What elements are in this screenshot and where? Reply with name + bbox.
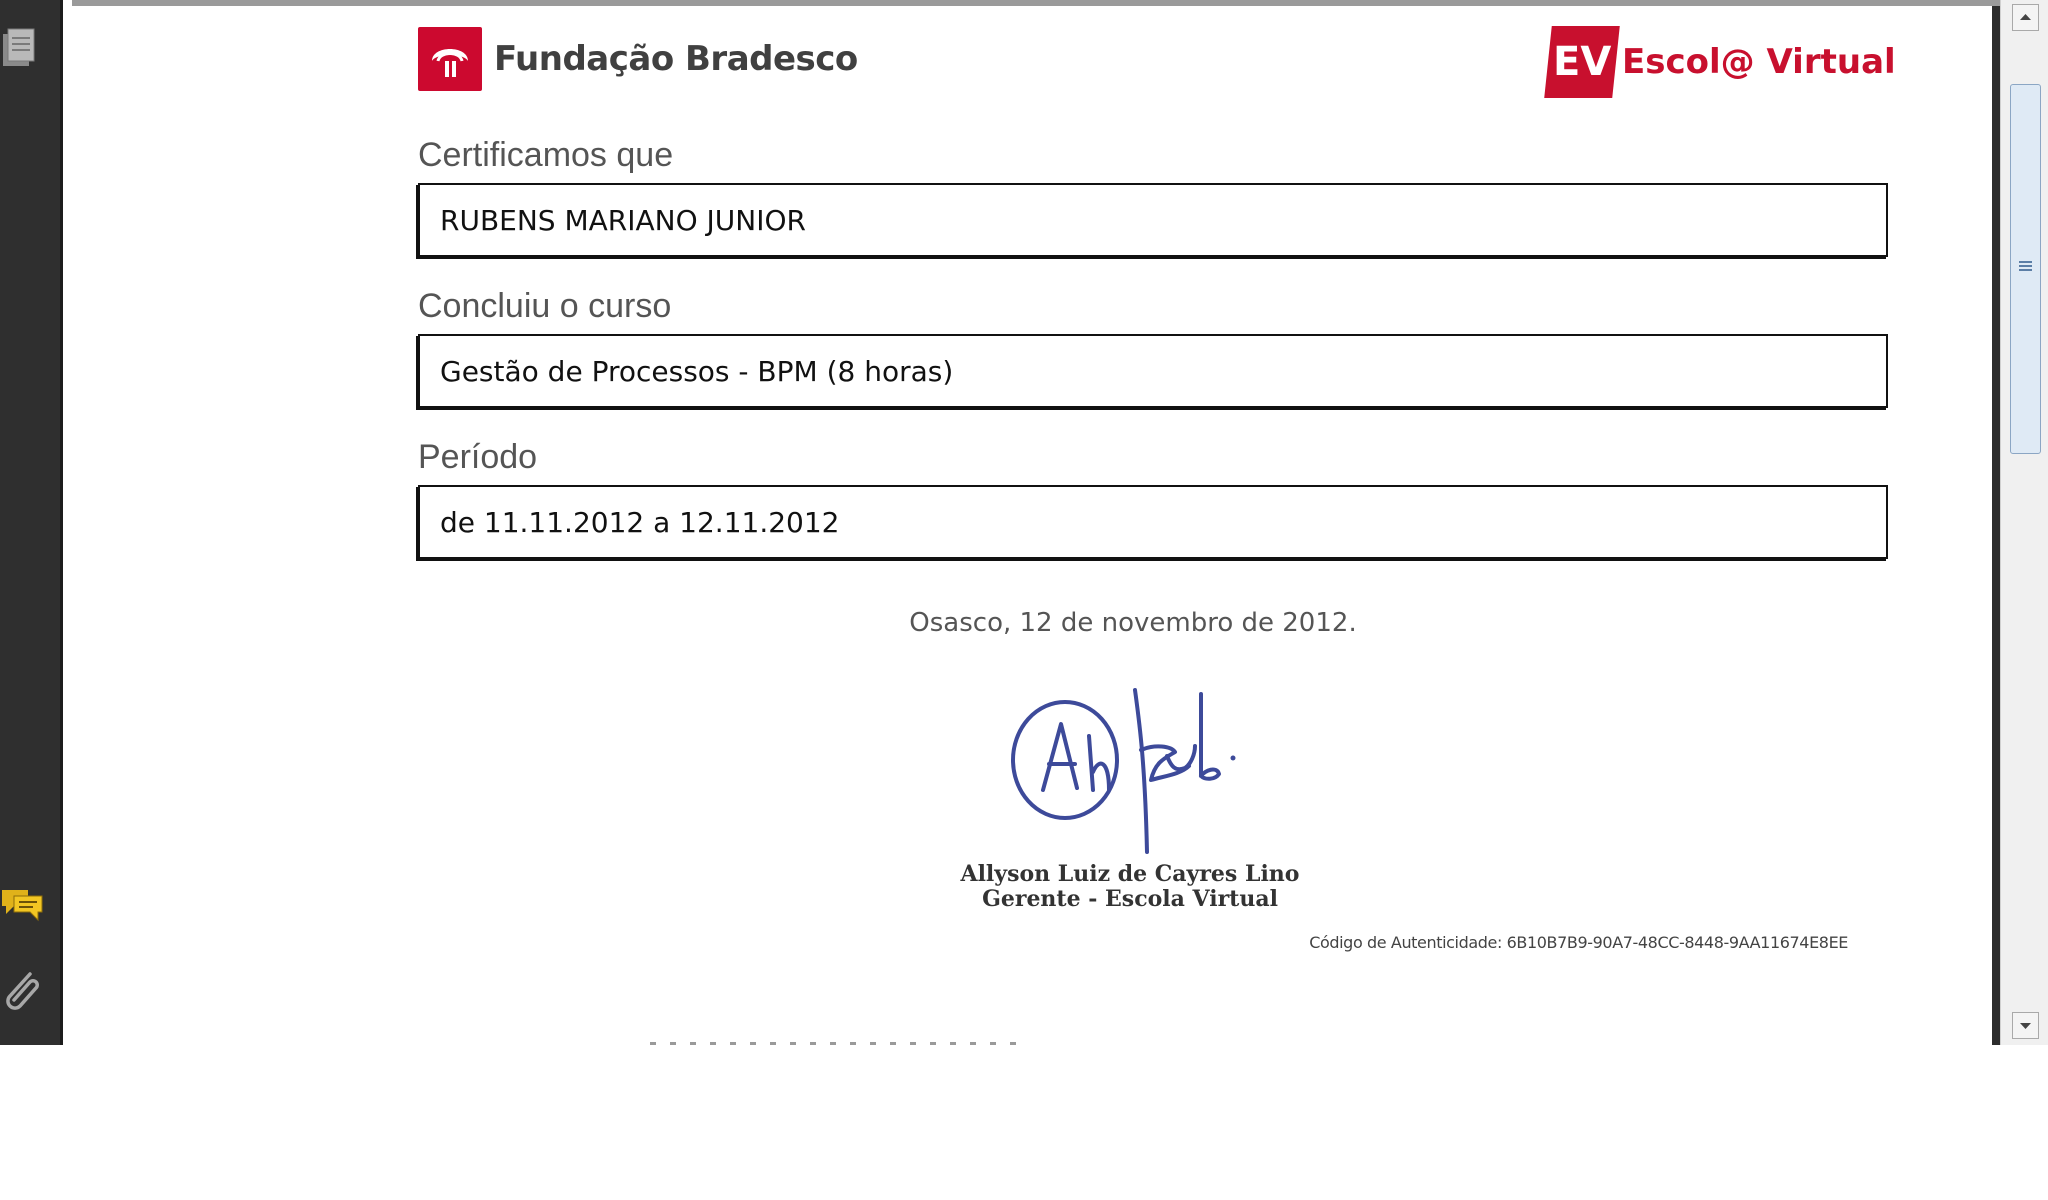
comment-icon[interactable] <box>0 884 46 928</box>
course-name-value: Gestão de Processos - BPM (8 horas) <box>440 354 954 388</box>
issuer-logo-text: Fundação Bradesco <box>494 39 858 79</box>
pages-icon[interactable] <box>0 26 40 76</box>
scrollbar-thumb[interactable] <box>2010 84 2041 454</box>
handwritten-signature <box>1005 680 1265 864</box>
scroll-down-button[interactable] <box>2012 1012 2039 1039</box>
signer-block <box>930 862 1330 912</box>
vertical-scrollbar[interactable] <box>2000 0 2048 1045</box>
attachment-icon[interactable] <box>0 966 44 1020</box>
student-name-field <box>418 183 1888 257</box>
course-label: Concluiu o curso <box>418 287 672 325</box>
arrow-up-icon <box>2013 5 2038 30</box>
scroll-up-button[interactable] <box>2012 4 2039 31</box>
period-value: de 11.11.2012 a 12.11.2012 <box>440 505 840 539</box>
page-top-edge <box>72 0 2000 6</box>
course-name-field <box>418 334 1888 408</box>
bradesco-tree-icon <box>418 27 482 91</box>
authenticity-code: Código de Autenticidade: 6B10B7B9-90A7-48CC-8448-9AA11674E8EE <box>1309 933 1848 952</box>
partner-logo-text: Escol@ Virtual <box>1622 42 1896 82</box>
page-footer-remnant <box>650 1042 1030 1045</box>
certify-label: Certificamos que <box>418 136 674 174</box>
ev-badge <box>1544 26 1620 98</box>
fundacao-bradesco-logo <box>418 27 858 91</box>
period-label: Período <box>418 438 538 476</box>
grip-icon <box>2019 261 2032 273</box>
escola-virtual-logo <box>1548 26 1896 98</box>
city-date: Osasco, 12 de novembro de 2012. <box>909 608 1357 638</box>
signer-name: Allyson Luiz de Cayres Lino <box>960 861 1300 887</box>
student-name-value: RUBENS MARIANO JUNIOR <box>440 203 806 237</box>
period-field <box>418 485 1888 559</box>
arrow-down-icon <box>2013 1013 2038 1038</box>
navigation-sidebar <box>0 0 63 1045</box>
ev-badge-text: EV <box>1552 39 1612 85</box>
signer-title: Gerente - Escola Virtual <box>982 886 1278 912</box>
